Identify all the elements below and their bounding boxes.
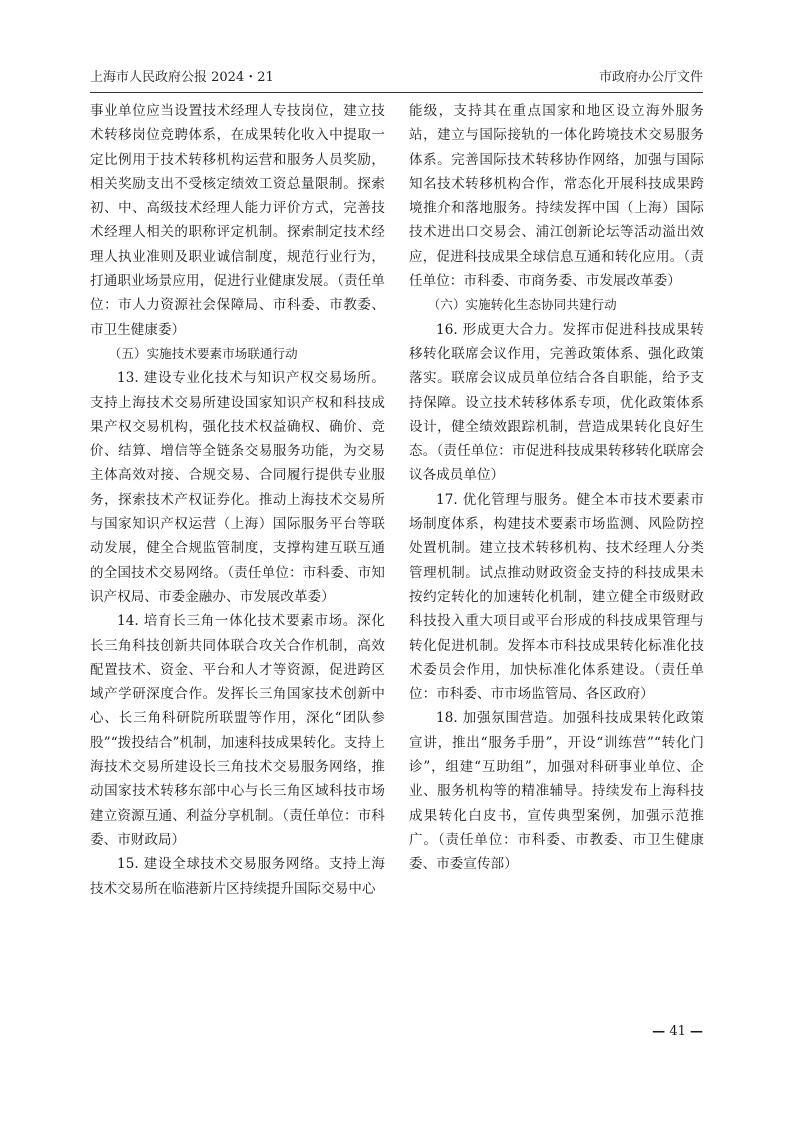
page-footer xyxy=(652,1024,703,1039)
page-number: 41 xyxy=(669,1024,686,1039)
paragraph-item-18: 18. 加强氛围营造。加强科技成果转化政策宣讲，推出“服务手册”，开设“训练营”“转化门诊”，组建“互助组”，加强对科研事业单位、企业、服务机构等的精准辅导。持续发布上海科技成果转化白皮书，宣传典型案例，加强示范推广。（责任单位：市科委、市教委、市卫生健康委、市委宣传部） xyxy=(409,710,704,873)
paragraph-continuation: 事业单位应当设置技术经理人专技岗位，建立技术转移岗位竞聘体系，在成果转化收入中提取一定比例用于技术转移机构运营和服务人员奖励，相关奖励支出不受核定绩效工资总量限制。探索初、中、高级技术经理人能力评价方式，完善技术经理人相关的职称评定机制。探索制定技术经理人执业准则及职业诚信制度，规范行业行为，打通职业场景应用，促进行业健康发展。（责任单位：市人力资源社会保障局、市科委、市教委、市卫生健康委） xyxy=(90,103,385,338)
footer-dash-left: — xyxy=(652,1024,666,1039)
header-publication-title: 上海市人民政府公报 2024・21 xyxy=(90,70,274,85)
paragraph-item-15: 15. 建设全球技术交易服务网络。支持上海技术交易所在临港新片区持续提升国际交易中心 xyxy=(90,856,385,897)
header-section-title: 市政府办公厅文件 xyxy=(598,70,703,85)
paragraph-item-17: 17. 优化管理与服务。健全本市技术要素市场制度体系，构建技术要素市场监测、风险防控处置机制。建立技术转移机构、技术经理人分类管理机制。试点推动财政资金支持的科技成果未按约定转化的加速转化机制，建立健全市级财政科技投入重大项目或平台形成的科技成果管理与转化促进机制。发挥本市科技成果转化标准化技术委员会作用，加快标准化体系建设。（责任单位：市科委、市市场监管局、各区政府） xyxy=(409,491,704,703)
paragraph-continuation: 能级，支持其在重点国家和地区设立海外服务站，建立与国际接轨的一体化跨境技术交易服务体系。完善国际技术转移协作网络，加强与国际知名技术转移机构合作，常态化开展科技成果跨境推介和落地服务。持续发挥中国（上海）国际技术进出口交易会、浦江创新论坛等活动溢出效应，促进科技成果全球信息互通和转化应用。（责任单位：市科委、市商务委、市发展改革委） xyxy=(409,103,704,290)
section-heading: （六）实施转化生态协同共建行动 xyxy=(427,297,617,313)
left-text-column xyxy=(90,99,385,901)
paragraph-item-14: 14. 培育长三角一体化技术要素市场。深化长三角科技创新共同体联合攻关合作机制，高效配置技术、资金、平台和人才等资源，促进跨区域产学研深度合作。发挥长三角国家技术创新中心、长三角科研院所联盟等作用，深化“团队参股”“拨投结合”机制，加速科技成果转化。支持上海技术交易所建设长三角技术交易服务网络，推动国家技术转移东部中心与长三角区域科技市场建立资源互通、利益分享机制。（责任单位：市科委、市财政局） xyxy=(90,613,385,848)
page-header xyxy=(90,66,703,86)
paragraph-item-13: 13. 建设专业化技术与知识产权交易场所。支持上海技术交易所建设国家知识产权和科技成果产权交易机构，强化技术权益确权、确价、竞价、结算、增信等全链条交易服务功能，为交易主体高效对接、合规交易、合同履行提供专业服务，探索技术产权证券化。推动上海技术交易所与国家知识产权运营（上海）国际服务平台等联动发展，健全合规监管制度，支撑构建互联互通的全国技术交易网络。（责任单位：市科委、市知识产权局、市委金融办、市发展改革委） xyxy=(90,370,385,605)
footer-dash-right: — xyxy=(690,1024,703,1039)
right-text-column xyxy=(409,99,704,877)
paragraph-item-16: 16. 形成更大合力。发挥市促进科技成果转移转化联席会议作用，完善政策体系、强化政策落实。联席会议成员单位结合各自职能，给予支持保障。设立技术转移体系专项，优化政策体系设计，健全绩效跟踪机制，营造成果转化良好生态。（责任单位：市促进科技成果转移转化联席会议各成员单位） xyxy=(409,321,704,484)
section-heading: （五）实施技术要素市场联通行动 xyxy=(108,345,298,361)
header-divider xyxy=(90,92,703,93)
